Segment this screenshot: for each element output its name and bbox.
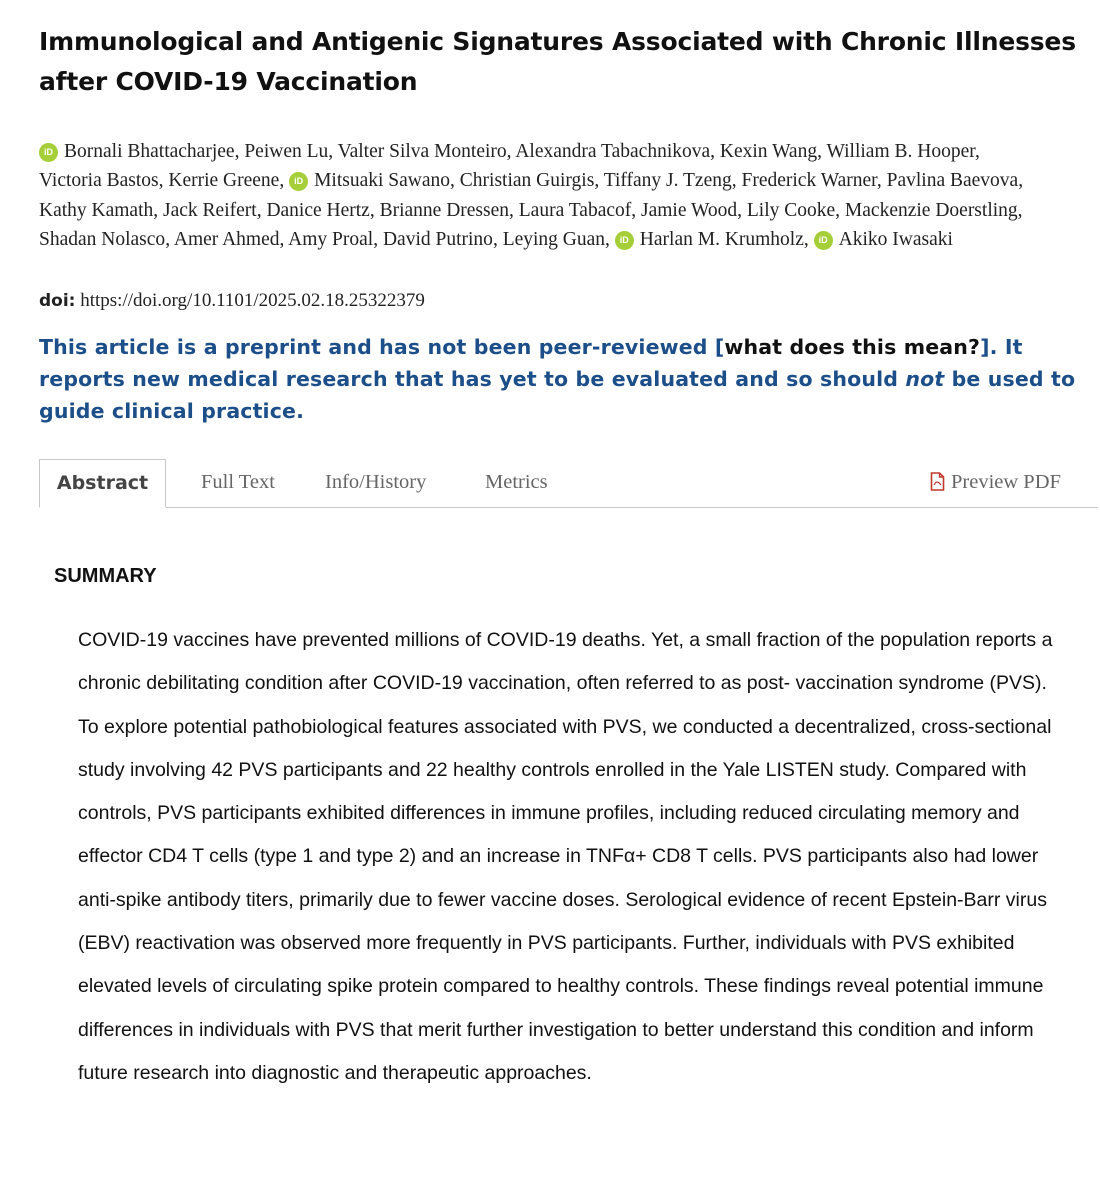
tab-info-history[interactable]: Info/History	[325, 471, 427, 493]
tab-abstract[interactable]: Abstract	[39, 459, 166, 508]
orcid-icon[interactable]: iD	[39, 143, 58, 162]
author-name[interactable]	[604, 170, 737, 191]
author-separator: ,	[835, 199, 841, 221]
notice-text-2: . It reports new medical research that has yet to be evaluated and so should	[39, 335, 1023, 391]
author-name-text: Frederick Warner	[741, 170, 877, 192]
author-separator: ,	[256, 199, 262, 221]
notice-text-3: be used to guide clinical practice.	[39, 367, 1076, 423]
author-name[interactable]	[515, 141, 715, 162]
author-list	[39, 137, 1079, 254]
author-separator: ,	[876, 170, 882, 192]
author-separator: ,	[158, 170, 164, 192]
notice-bracket-open: [	[714, 335, 725, 359]
author-name-text: Danice Hertz	[266, 199, 370, 221]
author-name[interactable]	[887, 170, 1023, 191]
author-name-text: Kathy Kamath	[39, 199, 154, 221]
article-title: Immunological and Antigenic Signatures Associated with Chronic Illnesses after COVID-19 Vaccination	[39, 27, 1076, 96]
author-name-text: Valter Silva Monteiro	[337, 141, 507, 162]
notice-bracket-close: ]	[980, 335, 990, 359]
author-name-text: Kerrie Greene	[168, 170, 280, 192]
author-name-text: William B. Hooper	[826, 141, 975, 162]
author-name[interactable]	[720, 141, 822, 162]
author-name-text: Peiwen Lu	[244, 141, 329, 162]
author-name-text: Pavlina Baevova	[886, 170, 1019, 192]
author-separator: ,	[279, 228, 285, 250]
author-separator: ,	[594, 170, 600, 192]
author-name[interactable]	[39, 200, 158, 221]
author-separator: ,	[731, 170, 737, 192]
doi-link[interactable]: https://doi.org/10.1101/2025.02.18.25322379	[80, 290, 425, 311]
orcid-icon[interactable]: iD	[814, 231, 833, 250]
author-name-text: David Putrino	[382, 228, 493, 250]
author-name[interactable]	[827, 141, 980, 162]
author-separator: ,	[509, 199, 514, 221]
author-separator: ,	[1017, 199, 1023, 221]
preview-pdf-label: Preview PDF	[951, 471, 1061, 493]
author-separator: ,	[373, 228, 379, 250]
author-separator: ,	[165, 228, 171, 250]
author-name-text: Kexin Wang	[719, 141, 818, 162]
author-separator: ,	[737, 199, 742, 221]
author-separator: ,	[631, 199, 637, 221]
author-name[interactable]	[288, 229, 378, 250]
author-name[interactable]	[615, 229, 809, 250]
author-separator: ,	[803, 228, 809, 250]
author-name[interactable]	[338, 141, 512, 162]
author-name[interactable]	[519, 200, 636, 221]
author-name[interactable]	[380, 200, 514, 221]
doi-line	[39, 290, 425, 312]
author-separator: ,	[506, 141, 512, 162]
author-name[interactable]	[747, 200, 840, 221]
author-name[interactable]	[814, 229, 953, 250]
author-separator: ,	[234, 141, 240, 162]
orcid-icon[interactable]: iD	[289, 172, 308, 191]
author-name-text: Shadan Nolasco	[39, 228, 166, 250]
author-name-text: Mitsuaki Sawano	[314, 170, 451, 192]
pdf-file-icon	[930, 462, 945, 509]
author-name-text: Alexandra Tabachnikova	[515, 141, 711, 162]
tab-full-text[interactable]: Full Text	[201, 471, 275, 493]
author-separator: ,	[710, 141, 716, 162]
summary-text: COVID-19 vaccines have prevented millions of COVID-19 deaths. Yet, a small fraction of the population reports a chronic debilitating condition after COVID-19 vaccination, often referred to as post- vaccination syndrome (PVS). To explore potential pathobiological features associated with PVS, we conducted a decentralized, cross-sectional study involving 42 PVS participants and 22 healthy controls enrolled in the Yale LISTEN study. Compared with controls, PVS participants exhibited differences in immune profiles, including reduced circulating memory and effector CD4 T cells (type 1 and type 2) and an increase in TNFα+ CD8 T cells. PVS participants also had lower anti-spike antibody titers, primarily due to fewer vaccine doses. Serological evidence of recent Epstein-Barr virus (EBV) reactivation was observed more frequently in PVS participants. Further, individuals with PVS exhibited elevated levels of circulating spike protein compared to healthy controls. These findings reveal potential immune differences in individuals with PVS that merit further investigation to better understand this condition and inform future research into diagnostic and therapeutic approaches.	[78, 629, 1053, 1084]
author-name[interactable]	[289, 170, 455, 191]
author-separator: ,	[153, 199, 159, 221]
author-name-text: Harlan M. Krumholz	[639, 228, 804, 250]
author-separator: ,	[492, 228, 498, 250]
author-name-text: Laura Tabacof	[518, 199, 632, 221]
author-separator: ,	[369, 199, 375, 221]
author-name-text: Tiffany J. Tzeng	[603, 170, 732, 192]
author-separator: ,	[328, 141, 334, 162]
author-separator: ,	[450, 170, 455, 192]
author-name[interactable]	[174, 229, 284, 250]
author-name[interactable]	[39, 141, 239, 162]
author-name[interactable]	[244, 141, 333, 162]
author-name-text: Jack Reifert	[163, 199, 257, 221]
author-separator: ,	[974, 141, 980, 162]
author-name-text: Leying Guan	[502, 228, 606, 250]
what-does-this-mean-link[interactable]: what does this mean?	[724, 335, 981, 359]
author-name[interactable]	[503, 229, 610, 250]
author-name[interactable]	[168, 170, 284, 191]
author-name[interactable]	[383, 229, 498, 250]
author-name-text: Lily Cooke	[746, 199, 836, 221]
author-name-text: Amer Ahmed	[173, 228, 280, 250]
author-separator: ,	[1018, 170, 1024, 192]
author-name-text: Christian Guirgis	[459, 170, 595, 192]
author-name[interactable]	[266, 200, 374, 221]
preview-pdf-link[interactable]	[930, 459, 1061, 506]
author-name-text: Amy Proal	[288, 228, 374, 250]
tab-metrics[interactable]: Metrics	[485, 471, 548, 493]
author-name-text: Victoria Bastos	[39, 170, 159, 192]
author-name[interactable]	[845, 200, 1023, 221]
author-separator: ,	[605, 228, 610, 250]
article-tabs	[39, 459, 1098, 508]
author-name[interactable]	[742, 170, 882, 191]
preprint-notice	[39, 331, 1094, 427]
author-name-text: Bornali Bhattacharjee	[64, 141, 235, 162]
author-name-text: Mackenzie Doerstling	[844, 199, 1018, 221]
notice-emphasis: not	[905, 367, 945, 391]
orcid-icon[interactable]: iD	[615, 231, 634, 250]
notice-text-1: This article is a preprint and has not been peer-reviewed	[39, 335, 715, 359]
summary-heading: SUMMARY	[54, 565, 157, 587]
author-name[interactable]	[641, 200, 742, 221]
author-name[interactable]	[39, 229, 170, 250]
author-name-text: Jamie Wood	[641, 199, 738, 221]
author-name[interactable]	[39, 170, 163, 191]
author-separator: ,	[817, 141, 822, 162]
author-name-text: Akiko Iwasaki	[838, 228, 953, 250]
doi-label: doi:	[39, 291, 76, 311]
author-name-text: Brianne Dressen	[379, 199, 510, 221]
author-separator: ,	[279, 170, 285, 192]
author-name[interactable]	[460, 170, 599, 191]
author-name[interactable]	[163, 200, 262, 221]
